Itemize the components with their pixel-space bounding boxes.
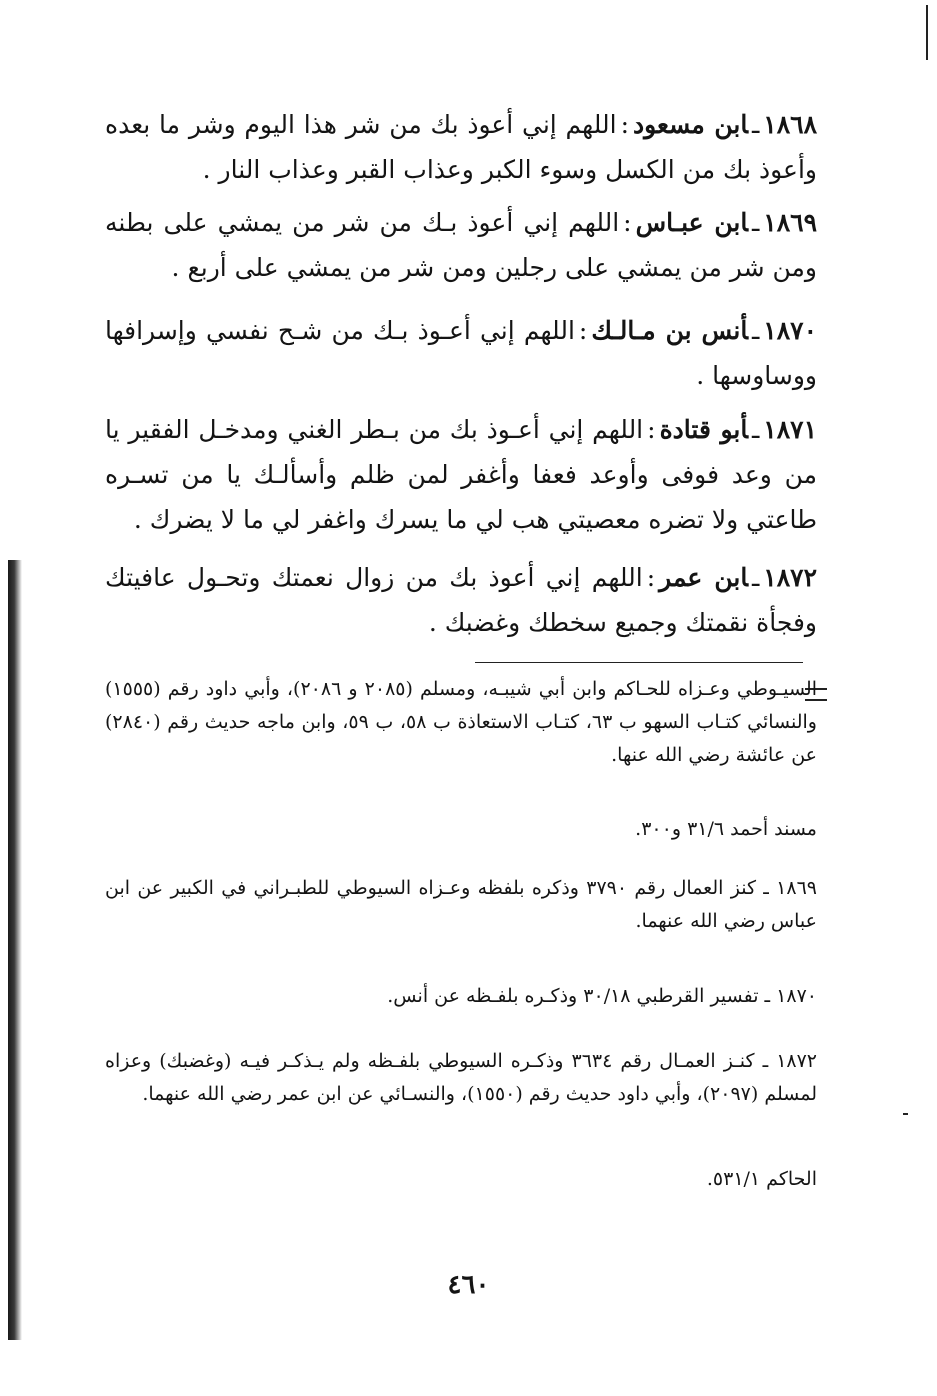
entry-1871	[105, 407, 817, 542]
page-edge-shadow	[8, 560, 22, 1340]
entry-dash: ـ	[751, 316, 760, 345]
entry-number: ١٨٧١	[763, 415, 817, 444]
entry-number: ١٨٦٨	[763, 110, 818, 139]
entry-number: ١٨٧٠	[763, 316, 818, 345]
entry-text: اللهم إني أعـوذ بك من بـطر الغني ومدخـل الفقير يا من وعد فوفى وأوعد فعفا وأغفر لمن ظلم وأسألـك يا من تسـره طاعتي ولا تضره معصيتي هب لي ما يسرك واغفر لي ما لا يضرك .	[105, 415, 817, 534]
footnote-1872-hakim: الحاكم ٥٣١/١.	[706, 1168, 817, 1190]
entry-dash: ـ	[751, 110, 760, 139]
entry-number: ١٨٦٩	[763, 208, 818, 237]
entry-text: اللهم إني أعـوذ بـك من شـح نفسي وإسرافها ووساوسها .	[105, 316, 817, 390]
entry-1870	[105, 308, 817, 398]
narrator-name: أبو قتادة	[659, 415, 748, 444]
footnote-1870: ١٨٧٠ ـ تفسير القرطبي ٣٠/١٨ وذكـره بلفـظه عن أنس.	[387, 985, 817, 1007]
entry-text: اللهم إني أعوذ بك من شر هذا اليوم وشر ما بعده وأعوذ بك من الكسل وسوء الكبر وعذاب القبر وعذاب النار .	[105, 110, 817, 184]
footnote-1868-musnad: مسند أحمد ٣١/٦ و٣٠٠.	[635, 818, 817, 840]
narrator-name: ابن عبـاس	[635, 208, 748, 237]
entry-dash: ـ	[751, 208, 760, 237]
narrator-name: ابن عمر	[659, 563, 748, 592]
narrator-name: أنس بن مـالـك	[591, 316, 748, 345]
entry-1868	[105, 102, 817, 192]
page-number: ٤٦٠	[447, 1270, 490, 1300]
entry-text: اللهم إني أعوذ بك من زوال نعمتك وتحـول عافيتك وفجأة نقمتك وجميع سخطك وغضبك .	[105, 563, 817, 637]
entry-dash: ـ	[751, 415, 760, 444]
scan-mark	[903, 1113, 908, 1115]
footnote-divider	[475, 662, 803, 663]
entry-number: ١٨٧٢	[763, 563, 817, 592]
footnote-1868: السيـوطي وعـزاه للحـاكم وابن أبي شيبـه، ومسلم (٢٠٨٥ و ٢٠٨٦)، وأبي داود رقم (١٥٥٥) والنسائي كتـاب السهو ب ٦٣، كتـاب الاستعاذة ب ٥٨، ب ٥٩، وابن ماجه حديث رقم (٢٨٤٠) عن عائشة رضي الله عنها.	[105, 678, 817, 766]
entry-1869	[105, 200, 817, 290]
entry-colon: :	[647, 415, 656, 444]
footnote-1872: ١٨٧٢ ـ كنـز العمـال رقم ٣٦٣٤ وذكـره السيوطي بلفـظه ولم يـذكـر فيـه (وغضبك) وعزاه لمسلم (٢٠٩٧)، وأبي داود حديث رقم (١٥٥٠)، والنسـائي عن ابن عمر رضي الله عنهما.	[105, 1050, 818, 1105]
entry-colon: :	[623, 208, 632, 237]
footnote-1869: ١٨٦٩ ـ كنز العمال رقم ٣٧٩٠ وذكره بلفظه وعـزاه السيوطي للطبـراني في الكبير عن ابن عباس رضي الله عنهما.	[105, 877, 817, 932]
entry-dash: ـ	[751, 563, 760, 592]
entry-1872	[105, 555, 817, 645]
entry-colon: :	[646, 563, 656, 592]
scan-mark	[926, 5, 928, 60]
narrator-name: ابن مسعود	[633, 110, 748, 139]
entry-colon: :	[620, 110, 629, 139]
entry-colon: :	[578, 316, 588, 345]
entry-text: اللهم إني أعوذ بـك من شر من يمشي على بطنه ومن شر من يمشي على رجلين ومن شر من يمشي على أربع .	[105, 208, 817, 282]
